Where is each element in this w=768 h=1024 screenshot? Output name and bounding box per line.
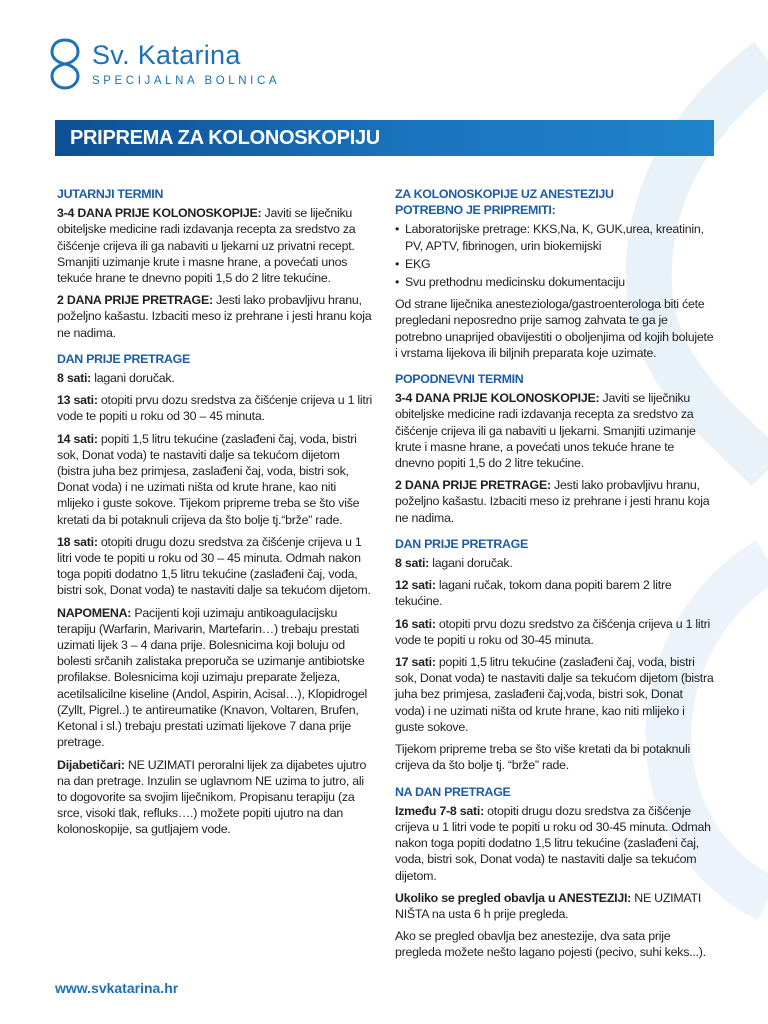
text: popiti 1,5 litru tekućine (zaslađeni čaj, voda, bistri sok, Donat voda) te nastaviti dalje sa tekućom dijetom (bistra juha bez primjesa, zaslađeni čaj,voda, bistri sok, Donat voda) i ne uzimati ništa od krute hrane, kao niti mlijeko i guste sokove. bbox=[395, 655, 714, 734]
label: 2 DANA PRIJE PRETRAGE: bbox=[57, 293, 213, 308]
label: 8 sati: bbox=[57, 371, 92, 386]
paragraph-anesthesia-info: Od strane liječnika anesteziologa/gastroenterologa biti ćete pregledani neposredno prije samog zahvata te ga je potrebno unaprijed obavijestiti o oboljenjima od kojih bolujete i vrstama lijekova ili biljnih preparata koje uzimate. bbox=[395, 297, 714, 360]
paragraph-movement: Tijekom pripreme treba se što više kretati da bi potaknuli crijeva da što bolje tj. “brže” rade. bbox=[395, 742, 690, 773]
list-item: • Laboratorijske pretrage: KKS,Na, K, GUK,urea, kreatinin, PV, APTV, fibrinogen, urin biokemijski bbox=[395, 221, 715, 253]
right-column bbox=[395, 186, 715, 967]
label: 2 DANA PRIJE PRETRAGE: bbox=[395, 478, 551, 493]
paragraph-2-days bbox=[395, 477, 715, 526]
section-heading-anesthesia-2: POTREBNO JE PRIPREMITI: bbox=[395, 203, 556, 218]
section-heading-morning: JUTARNJI TERMIN bbox=[57, 187, 164, 201]
label: 8 sati: bbox=[395, 556, 430, 571]
paragraph-12h bbox=[395, 577, 715, 609]
paragraph-7-8h bbox=[395, 803, 715, 884]
text: lagani ručak, tokom dana popiti barem 2 litre tekućine. bbox=[395, 578, 672, 609]
text: Jesti lako probavljivu hranu, poželjno kašastu. Izbaciti meso iz prehrane i jesti hranu koja ne nadima. bbox=[57, 293, 372, 340]
text: NE UZIMATI NIŠTA na usta 6 h prije pregleda. bbox=[395, 890, 702, 921]
label: 12 sati: bbox=[395, 578, 436, 593]
text: lagani doručak. bbox=[91, 371, 175, 386]
label: Između 7-8 sati: bbox=[395, 803, 484, 818]
text: otopiti prvu dozu sredstvo za čišćenja crijeva u 1 litri vode te popiti u roku od 30-45 minuta. bbox=[395, 616, 711, 647]
text: lagani doručak. bbox=[429, 556, 513, 571]
label: 3-4 DANA PRIJE KOLONOSKOPIJE: bbox=[57, 206, 262, 221]
label: 13 sati: bbox=[57, 393, 98, 408]
text: otopiti prvu dozu sredstva za čišćenje crijeva u 1 litri vode te popiti u roku od 30 – 45 minuta. bbox=[57, 393, 373, 424]
anesthesia-requirements-list bbox=[395, 221, 715, 290]
label: 16 sati: bbox=[395, 616, 436, 631]
left-column bbox=[57, 186, 375, 844]
paragraph-no-anesthesia: Ako se pregled obavlja bez anestezije, dva sata prije pregleda možete nešto lagano pojesti (pecivo, suhi keks...). bbox=[395, 929, 706, 960]
paragraph-17h bbox=[395, 654, 715, 735]
list-item: • EKG bbox=[395, 256, 715, 272]
paragraph-13h bbox=[57, 392, 375, 424]
logo bbox=[50, 36, 280, 92]
text: popiti 1,5 litru tekućine (zaslađeni čaj, voda, bistri sok, Donat voda) te nastaviti dalje sa tekućom dijetom (bistra juha bez primjesa, zaslađeni čaj, voda, bistri sok, Donat voda) i ne uzimati ništa od krute hrane, kao niti mlijeko i guste sokove. Tijekom pripreme treba se što više kretati da bi potaknuli crijeva da što bolje tj.“brže” rade. bbox=[57, 431, 360, 527]
label: Dijabetičari: bbox=[57, 757, 125, 772]
paragraph-anesthesia-fasting bbox=[395, 890, 715, 922]
paragraph-14h bbox=[57, 431, 375, 528]
text: NE UZIMATI peroralni lijek za dijabetes ujutro na dan pretrage. Inzulin se uglavnom NE uzima to jutro, ali to dogovorite sa svojim liječnikom. Propisanu terapiju (za srce, visoki tlak, refluks….) možete popiti ujutro na dan kolonoskopije, sa gutljajem vode. bbox=[57, 757, 367, 837]
page-title: PRIPREMA ZA KOLONOSKOPIJU bbox=[70, 127, 380, 149]
text: Javiti se liječniku obiteljske medicine radi izdavanja recepta za sredstvo za čišćenje crijeva ili ga nabaviti u ljekarni. Smanjiti uzimanje krute i masne hrane, a povećati unos tekuće hrane te dnevno popiti 1,5 do 2 litre tekućine. bbox=[395, 391, 696, 471]
logo-knot-icon bbox=[50, 36, 80, 92]
text: otopiti drugu dozu sredstva za čišćenje crijeva u 1 litri vode te popiti u roku od 30-45 minuta. Odmah nakon toga popiti dodatno 1,5 litru tekućine (zaslađeni čaj, voda, bistri sok, Donat voda) te nastaviti dalje sa tekućom dijetom. bbox=[395, 803, 711, 883]
paragraph-diabetics bbox=[57, 757, 375, 838]
section-heading-afternoon: POPODNEVNI TERMIN bbox=[395, 372, 524, 387]
text: otopiti drugu dozu sredstva za čišćenje crijeva u 1 litri vode te popiti u roku od 30 – 45 minuta. Odmah nakon toga popiti dodatno 1,5 litru tekućine (zaslađeni čaj, voda, bistri sok, Donat voda) te nastaviti dalje sa tekućom dijetom. bbox=[57, 534, 371, 598]
paragraph-18h bbox=[57, 534, 375, 599]
text: Pacijenti koji uzimaju antikoagulacijsku terapiju (Warfarin, Marivarin, Martefarin…) trebaju prestati uzimati lijek 3 – 4 dana prije. Bolesnicima koji boluju od bolesti srčanih zalistaka preporuča se uzimanje antibiotske profilakse. Bolesnicima koji uzimaju preparate željeza, acetilsalicilne kiseline (Andol, Aspirin, Acisal…), Klopidrogel (Zyllt, Pigrel..) te antireumatike (Knavon, Voltaren, Brufen, Ketonal i sl.) trebaju prestati uzimati lijekove 7 dana prije pretrage. bbox=[57, 605, 367, 750]
label: NAPOMENA: bbox=[57, 605, 132, 620]
list-item: • Svu prethodnu medicinsku dokumentaciju bbox=[395, 274, 715, 290]
label: 18 sati: bbox=[57, 534, 98, 549]
label: Ukoliko se pregled obavlja u ANESTEZIJI: bbox=[395, 890, 632, 905]
title-banner bbox=[55, 120, 714, 156]
website-link[interactable]: www.svkatarina.hr bbox=[55, 980, 179, 996]
paragraph-16h bbox=[395, 616, 715, 648]
label: 14 sati: bbox=[57, 431, 98, 446]
paragraph-3-4-days bbox=[395, 390, 715, 471]
label: 3-4 DANA PRIJE KOLONOSKOPIJE: bbox=[395, 391, 600, 406]
text: Jesti lako probavljivu hranu, poželjno kašastu. Izbaciti meso iz prehrane i jesti hranu koja ne nadima. bbox=[395, 478, 710, 525]
section-heading-anesthesia-1: ZA KOLONOSKOPIJE UZ ANESTEZIJU bbox=[395, 187, 614, 201]
label: 17 sati: bbox=[395, 655, 436, 670]
section-heading-exam-day: NA DAN PRETRAGE bbox=[395, 784, 511, 799]
paragraph-2-days bbox=[57, 292, 375, 341]
paragraph-8h bbox=[57, 370, 375, 386]
paragraph-8h bbox=[395, 555, 715, 571]
logo-subtitle: SPECIJALNA BOLNICA bbox=[92, 75, 281, 87]
logo-name: Sv. Katarina bbox=[92, 40, 241, 70]
paragraph-3-4-days bbox=[57, 205, 375, 286]
text: Javiti se liječniku obiteljske medicine radi izdavanja recepta za sredstvo za čišćenje crijeva ili ga nabaviti u ljekarni uz privatni recept. Smanjiti uzimanje krute i masne hrane, a povećati unos tekuće hrane te dnevno popiti 1,5 do 2 litre tekućine. bbox=[57, 206, 356, 286]
paragraph-note bbox=[57, 605, 375, 751]
section-heading-day-before: DAN PRIJE PRETRAGE bbox=[57, 351, 190, 366]
section-heading-day-before: DAN PRIJE PRETRAGE bbox=[395, 536, 528, 551]
